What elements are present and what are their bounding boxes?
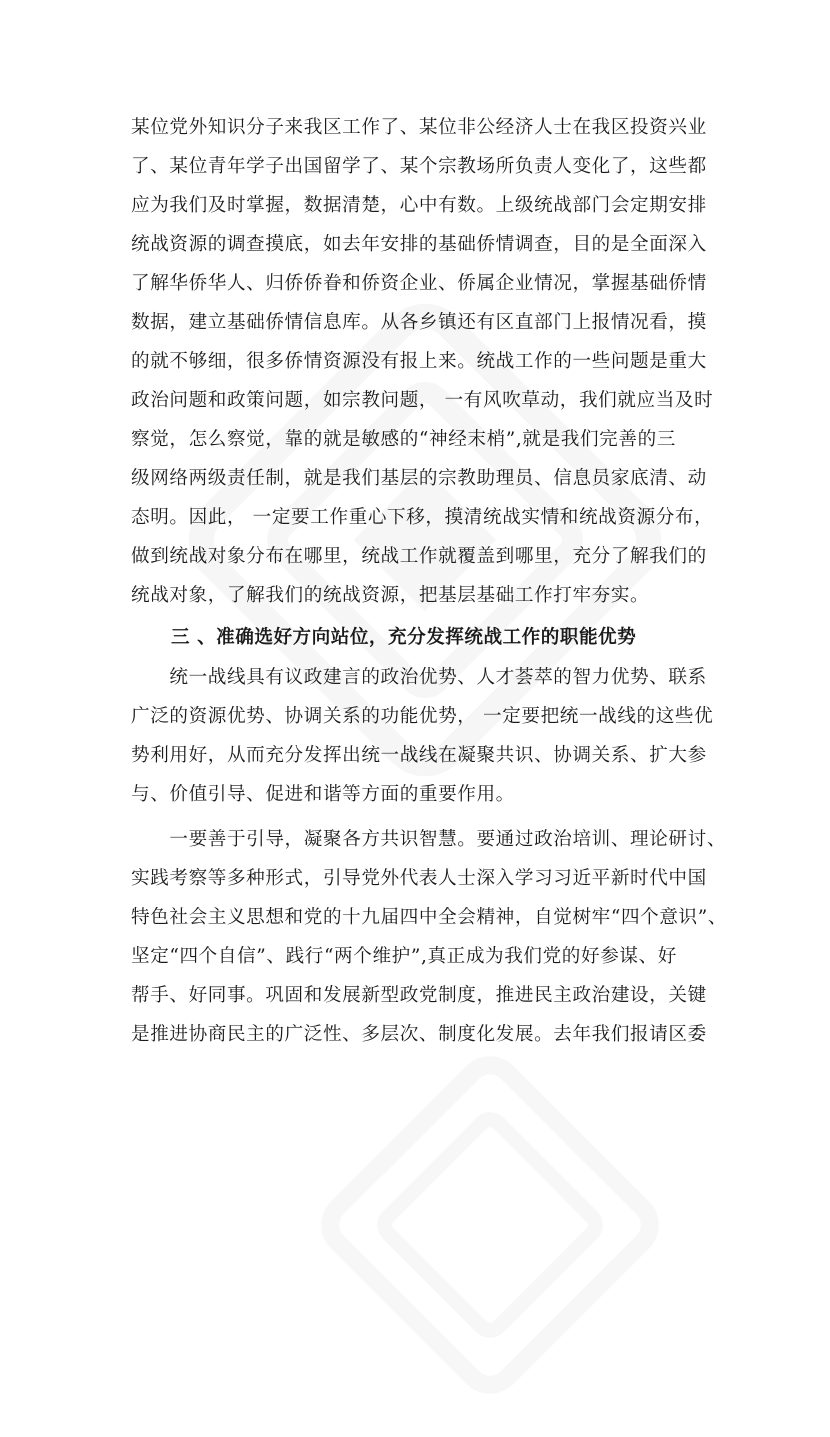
document-page [131, 108, 728, 1054]
paragraph-3 [131, 820, 728, 1054]
text-line: 了解华侨华人、归侨侨眷和侨资企业、侨属企业情况，掌握基础侨情 [131, 273, 707, 294]
text-line: 一要善于引导，凝聚各方共识智慧。要通过政治培训、理论研讨、 [131, 829, 727, 850]
text-line: 政治问题和政策问题，如宗教问题， 一有风吹草动，我们就应当及时 [131, 390, 714, 411]
text-line: 与、价值引导、促进和谐等方面的重要作用。 [131, 784, 515, 805]
paragraph-2 [131, 658, 714, 814]
text-line: 广泛的资源优势、协调关系的功能优势， 一定要把统一战线的这些优 [131, 706, 714, 727]
watermark-seal-bottom [278, 1013, 702, 1437]
text-line: 了、某位青年学子出国留学了、某个宗教场所负责人变化了，这些都 [131, 156, 707, 177]
text-line: 的就不够细，很多侨情资源没有报上来。统战工作的一些问题是重大 [131, 351, 707, 372]
text-line: 特色社会主义思想和党的十九届四中全会精神，自觉树牢“四个意识”、 [131, 907, 728, 928]
text-line: 察觉，怎么察觉，靠的就是敏感的“神经末梢”,就是我们完善的三 [131, 429, 676, 450]
text-line: 应为我们及时掌握，数据清楚，心中有数。上级统战部门会定期安排 [131, 195, 707, 216]
text-line: 统一战线具有议政建言的政治优势、人才荟萃的智力优势、联系 [131, 667, 707, 688]
text-line: 势利用好，从而充分发挥出统一战线在凝聚共识、协调关系、扩大参 [131, 745, 707, 766]
text-line: 统战资源的调查摸底，如去年安排的基础侨情调查，目的是全面深入 [131, 234, 707, 255]
text-line: 做到统战对象分布在哪里，统战工作就覆盖到哪里，充分了解我们的 [131, 546, 707, 567]
text-line: 是推进协商民主的广泛性、多层次、制度化发展。去年我们报请区委 [131, 1024, 707, 1045]
text-line: 态明。因此， 一定要工作重心下移，摸清统战实情和统战资源分布， [131, 507, 714, 528]
paragraph-1 [131, 108, 714, 615]
text-line: 数据，建立基础侨情信息库。从各乡镇还有区直部门上报情况看，摸 [131, 312, 707, 333]
text-line: 某位党外知识分子来我区工作了、某位非公经济人士在我区投资兴业 [131, 117, 707, 138]
text-line: 统战对象，了解我们的统战资源，把基层基础工作打牢夯实。 [131, 585, 650, 606]
section-heading-3: 三 、准确选好方向站位，充分发挥统战工作的职能优势 [171, 627, 637, 648]
text-line: 实践考察等多种形式，引导党外代表人士深入学习习近平新时代中国 [131, 868, 707, 889]
text-line: 坚定“四个自信”、践行“两个维护”,真正成为我们党的好参谋、好 [131, 946, 677, 967]
text-line: 级网络两级责任制，就是我们基层的宗教助理员、信息员家底清、动 [131, 468, 707, 489]
text-line: 帮手、好同事。巩固和发展新型政党制度，推进民主政治建设，关键 [131, 985, 707, 1006]
